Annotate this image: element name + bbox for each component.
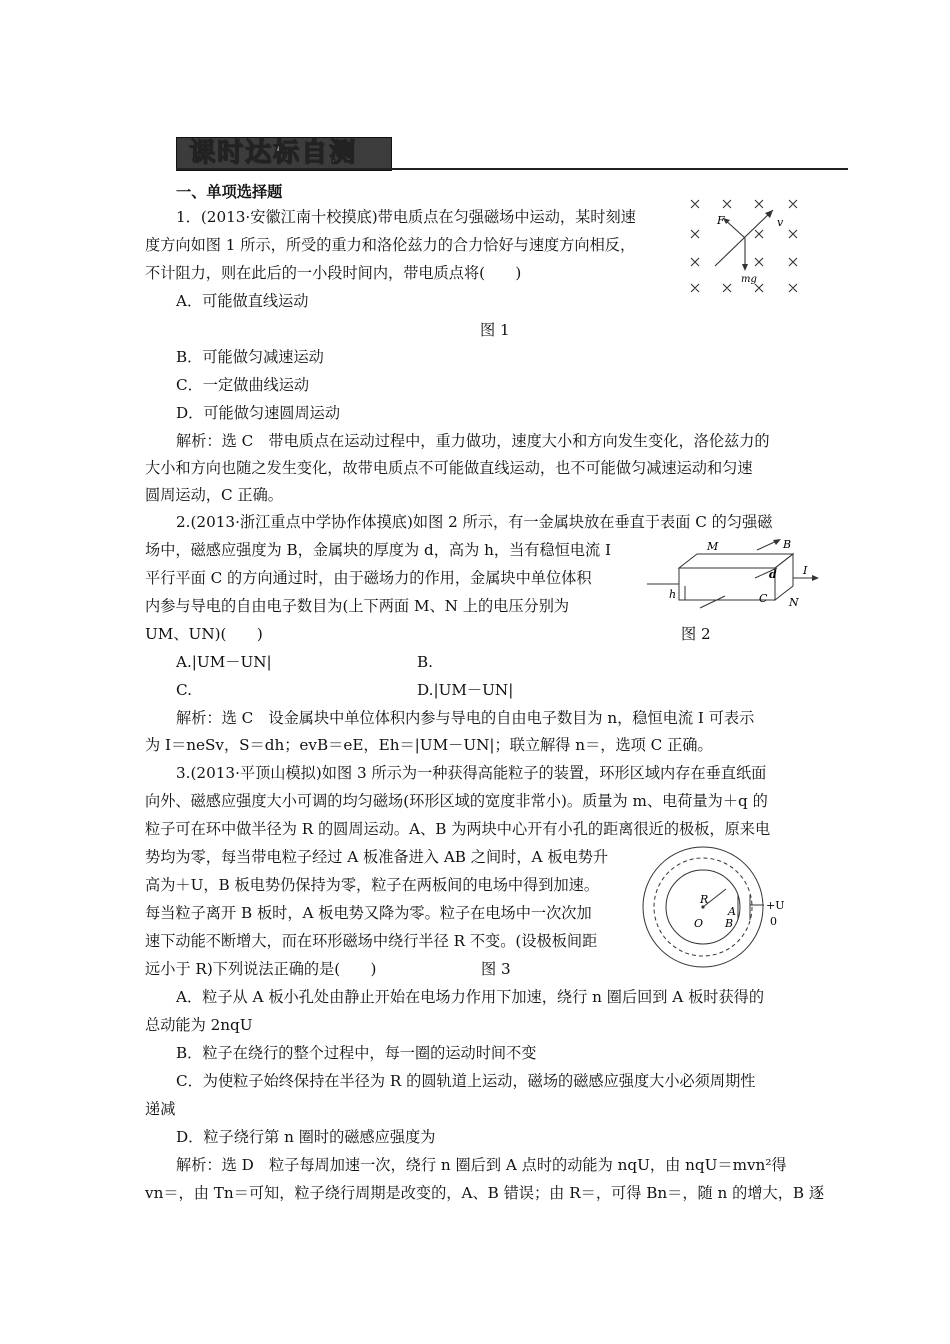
fig1-label-f: F [717, 214, 725, 227]
fig2-label-c: C [759, 592, 768, 605]
q2-line2: 场中，磁感应强度为 B，金属块的厚度为 d，高为 h，当有稳恒电流 I [145, 541, 612, 559]
fig2-label-h: h [669, 588, 677, 601]
q2-line4: 内参与导电的自由电子数目为(上下两面 M、N 上的电压分别为 [145, 597, 570, 615]
q3-option-b: B．粒子在绕行的整个过程中，每一圈的运动时间不变 [176, 1044, 537, 1062]
q2-figure-caption: 图 2 [681, 625, 711, 643]
fig3-label-zero: 0 [770, 915, 777, 928]
q3-answer-line1: 解析：选 D 粒子每周加速一次，绕行 n 圈后到 A 点时的动能为 nqU，由 nqU＝mvn²得 [176, 1156, 787, 1174]
figure-1-magnetic-field [685, 196, 815, 301]
fig3-label-b: B [725, 917, 734, 930]
q2-line1: 2.(2013·浙江重点中学协作体摸底)如图 2 所示，有一金属块放在垂直于表面 C 的匀强磁 [176, 513, 773, 531]
q1-line2: 度方向如图 1 所示，所受的重力和洛伦兹力的合力恰好与速度方向相反， [145, 236, 636, 254]
fig3-label-r: R [700, 893, 709, 906]
figure-2-metal-block [645, 538, 825, 613]
q3-line3: 粒子可在环中做半径为 R 的圆周运动。A、B 为两块中心开有小孔的距离很近的极板，原来电 [145, 820, 771, 838]
q2-option-a: A.|UM－UN| [176, 653, 272, 671]
fig1-label-mg: mg [741, 274, 757, 285]
q3-line4: 势均为零，每当带电粒子经过 A 板准备进入 AB 之间时，A 板电势升 [145, 848, 609, 866]
fig2-label-i: I [803, 564, 808, 577]
q1-option-c: C．一定做曲线运动 [176, 376, 310, 394]
q1-option-d: D．可能做匀速圆周运动 [176, 404, 341, 422]
q2-option-b: B. [417, 653, 433, 671]
q3-option-a-line2: 总动能为 2nqU [145, 1016, 253, 1034]
q2-line3: 平行平面 C 的方向通过时，由于磁场力的作用，金属块中单位体积 [145, 569, 592, 587]
q2-line5: UM、UN)( ) [145, 625, 263, 643]
q1-answer-line2: 大小和方向也随之发生变化，故带电质点不可能做直线运动，也不可能做匀减速运动和匀速 [145, 459, 753, 477]
q3-answer-line2: vn＝，由 Tn＝可知，粒子绕行周期是改变的，A、B 错误；由 R＝，可得 Bn＝，随 n 的增大，B 逐 [145, 1184, 825, 1202]
q3-line1: 3.(2013·平顶山模拟)如图 3 所示为一种获得高能粒子的装置，环形区域内存在垂直纸面 [176, 764, 767, 782]
q3-line6: 每当粒子离开 B 板时，A 板电势又降为零。粒子在电场中一次次加 [145, 904, 592, 922]
q2-answer-line1: 解析：选 C 设金属块中单位体积内参与导电的自由电子数目为 n，稳恒电流 I 可表示 [176, 709, 755, 727]
title-rule [176, 168, 848, 170]
q3-line7: 速下动能不断增大，而在环形磁场中绕行半径 R 不变。(设极板间距 [145, 932, 598, 950]
q3-figure-caption: 图 3 [481, 960, 511, 978]
fig3-label-o: O [694, 917, 704, 930]
q1-line3: 不计阻力，则在此后的一小段时间内，带电质点将( ) [145, 264, 522, 282]
q1-line1: 1．(2013·安徽江南十校摸底)带电质点在匀强磁场中运动，某时刻速 [176, 208, 636, 226]
q1-answer-line1: 解析：选 C 带电质点在运动过程中，重力做功，速度大小和方向发生变化，洛伦兹力的 [176, 432, 770, 450]
fig2-label-b: B [783, 538, 792, 551]
q3-option-a-line1: A．粒子从 A 板小孔处由静止开始在电场力作用下加速，绕行 n 圈后回到 A 板时获得的 [176, 988, 765, 1006]
q2-answer-line2: 为 I＝neSv，S＝dh；evB＝eE，Eh＝|UM－UN|；联立解得 n＝，选项 C 正确。 [145, 736, 713, 754]
fig1-label-v: v [777, 216, 784, 229]
q3-option-c-line1: C．为使粒子始终保持在半径为 R 的圆轨道上运动，磁场的磁感应强度大小必须周期性 [176, 1072, 756, 1090]
fig3-label-a: A [728, 905, 736, 918]
q1-answer-line3: 圆周运动，C 正确。 [145, 486, 283, 504]
figure-3-ring-accelerator [640, 845, 820, 970]
q1-option-a: A．可能做直线运动 [176, 292, 309, 310]
q3-option-c-line2: 递减 [145, 1100, 176, 1118]
fig3-label-plus-u: +U [766, 899, 785, 912]
q3-option-d: D．粒子绕行第 n 圈时的磁感应强度为 [176, 1128, 436, 1146]
section-heading: 一、单项选择题 [176, 183, 283, 201]
q1-figure-caption: 图 1 [480, 321, 510, 339]
fig2-label-n: N [789, 596, 799, 609]
page-title: 课时达标自测 [189, 138, 358, 168]
q2-option-c: C. [176, 681, 192, 699]
q3-line2: 向外、磁感应强度大小可调的均匀磁场(环形区域的宽度非常小)。质量为 m、电荷量为＋q 的 [145, 792, 768, 810]
fig2-label-d: d [769, 568, 777, 581]
q1-option-b: B．可能做匀减速运动 [176, 348, 324, 366]
q3-line5: 高为＋U，B 板电势仍保持为零，粒子在两板间的电场中得到加速。 [145, 876, 600, 894]
q3-line8: 远小于 R)下列说法正确的是( ) [145, 960, 377, 978]
fig2-label-m: M [707, 540, 719, 553]
q2-option-d: D.|UM－UN| [417, 681, 514, 699]
